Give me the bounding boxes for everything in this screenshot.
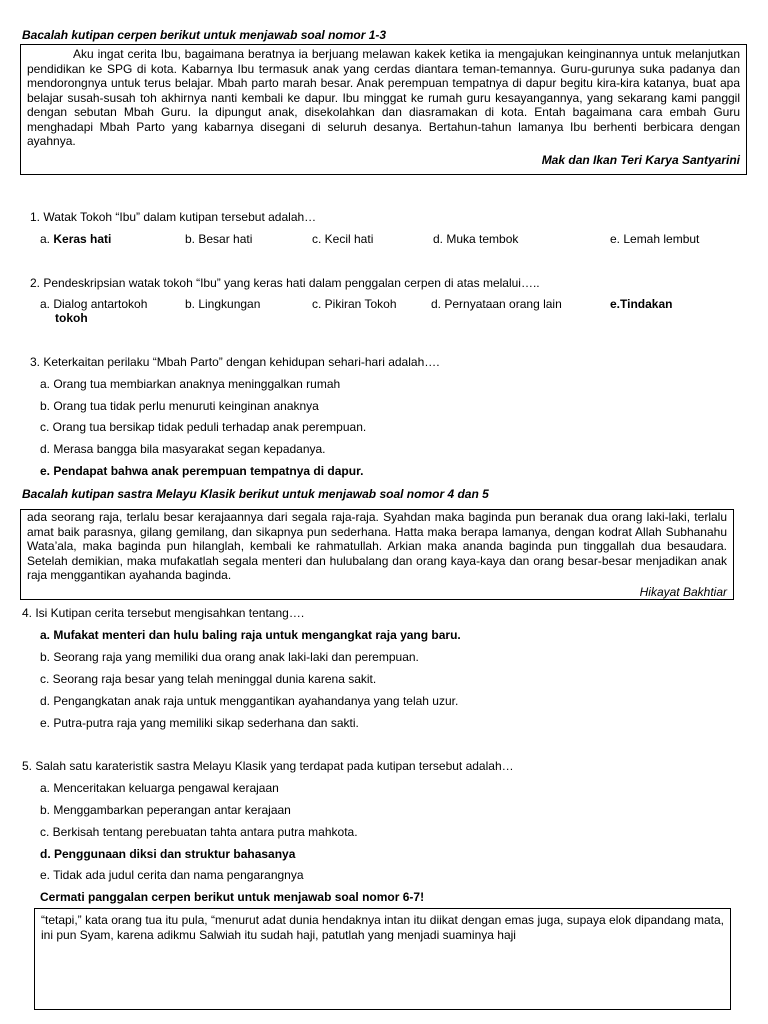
q4-option-c: c. Seorang raja besar yang telah meninggal dunia karena sakit. <box>40 672 377 686</box>
q3-option-c: c. Orang tua bersikap tidak peduli terhadap anak perempuan. <box>40 420 367 434</box>
q5-option-e: e. Tidak ada judul cerita dan nama pengarangnya <box>40 868 304 882</box>
q4-question: 4. Isi Kutipan cerita tersebut mengisahkan tentang…. <box>22 606 305 620</box>
q4-option-a-answer: a. Mufakat menteri dan hulu baling raja untuk mengangkat raja yang baru. <box>40 628 461 642</box>
q3-option-e-answer: e. Pendapat bahwa anak perempuan tempatnya di dapur. <box>40 464 364 478</box>
q2-option-c: c. Pikiran Tokoh <box>312 297 397 311</box>
q1-option-d: d. Muka tembok <box>433 232 519 246</box>
q5-option-b: b. Menggambarkan peperangan antar kerajaan <box>40 803 291 817</box>
section2-passage-box <box>20 509 734 600</box>
section1-passage: Aku ingat cerita Ibu, bagaimana beratnya ia berjuang melawan kakek ketika ia mengajukan keinginannya untuk melanjutkan pendidikan ke SPG di kota. Kabarnya Ibu termasuk anak yang cerdas diantara teman-temannya. Guru-gurunya suka padanya dan mendorongnya untuk terus belajar. Mbah parto marah besar. Anak perempuan tempatnya di dapur begitu kira-kira katanya, buat apa belajar susah-susah toh akhirnya nanti kembali ke dapur. Ibu minggat ke rumah guru kesayangannya, yang sekarang kami panggil dengan sebutan Mbah Guru. Ia dipungut anak, disekolahkan dan diasramakan di kota. Entah bagaimana cara embah Guru menghadapi Mbah Parto yang kabarnya disegani di seluruh desanya. Bertahun-tahun lamanya Ibu berhenti berbicara dengan ayahnya. <box>27 47 740 148</box>
q5-option-c: c. Berkisah tentang perebuatan tahta antara putra mahkota. <box>40 825 358 839</box>
q2-option-e: e.Tindakan <box>610 297 673 311</box>
q1-question: 1. Watak Tokoh “Ibu” dalam kutipan tersebut adalah… <box>30 210 317 224</box>
q4-option-e: e. Putra-putra raja yang memiliki sikap sederhana dan sakti. <box>40 716 359 730</box>
q1-option-a-letter: a. <box>40 232 51 246</box>
q3-question: 3. Keterkaitan perilaku “Mbah Parto” dengan kehidupan sehari-hari adalah…. <box>30 355 440 369</box>
q5-question: 5. Salah satu karateristik sastra Melayu Klasik yang terdapat pada kutipan tersebut adalah… <box>22 759 514 773</box>
q2-question: 2. Pendeskripsian watak tokoh “Ibu” yang keras hati dalam penggalan cerpen di atas melalui….. <box>30 276 540 290</box>
q2-option-b: b. Lingkungan <box>185 297 261 311</box>
q1-option-e: e. Lemah lembut <box>610 232 700 246</box>
q2-option-e-continued: tokoh <box>55 311 88 325</box>
section3-instruction: Cermati panggalan cerpen berikut untuk menjawab soal nomor 6-7! <box>40 890 425 904</box>
section2-instruction: Bacalah kutipan sastra Melayu Klasik berikut untuk menjawab soal nomor 4 dan 5 <box>22 487 489 501</box>
section3-passage-box <box>34 908 731 1010</box>
q3-option-a: a. Orang tua membiarkan anaknya meninggalkan rumah <box>40 377 341 391</box>
q3-option-d: d. Merasa bangga bila masyarakat segan kepadanya. <box>40 442 326 456</box>
section1-box-bottom-divider <box>20 174 747 175</box>
q1-option-a <box>40 232 111 247</box>
q2-option-a: a. Dialog antartokoh <box>40 297 148 311</box>
q2-option-d: d. Pernyataan orang lain <box>431 297 562 311</box>
section1-source: Mak dan Ikan Teri Karya Santyarini <box>541 152 740 167</box>
q3-option-b: b. Orang tua tidak perlu menuruti keinginan anaknya <box>40 399 319 413</box>
q1-option-b: b. Besar hati <box>185 232 253 246</box>
section3-passage: “tetapi,” kata orang tua itu pula, “menurut adat dunia hendaknya intan itu diikat dengan emas juga, supaya elok dipandang mata, ini pun Syam, karena adikmu Salwiah itu sudah haji, patutlah yang menjadi suaminya haji <box>41 913 724 942</box>
q5-option-d-answer: d. Penggunaan diksi dan struktur bahasanya <box>40 847 296 861</box>
section2-source: Hikayat Bakhtiar <box>639 584 727 599</box>
section2-passage: ada seorang raja, terlalu besar kerajaannya dari segala raja-raja. Syahdan maka baginda pun beranak dua orang laki-laki, terlalu amat baik parasnya, gilang gemilang, dan sikapnya pun sederhana. Hatta maka berapa lamanya, dengan kodrat Allah Subhanahu Wata’ala, maka baginda pun hilanglah, kembali ke rahmatullah. Arkian maka ananda baginda pun tinggallah dua besaudara. Setelah demikian, maka mufakatlah segala menteri dan hulubalang dan orang kaya-kaya dan orang besar-besar menjadikan anak raja menggantikan ayahanda baginda. <box>27 510 727 582</box>
q4-option-b: b. Seorang raja yang memiliki dua orang anak laki-laki dan perempuan. <box>40 650 419 664</box>
q1-option-a-answer: Keras hati <box>53 232 112 246</box>
section1-passage-box <box>20 44 747 175</box>
q4-option-d: d. Pengangkatan anak raja untuk menggantikan ayahandanya yang telah uzur. <box>40 694 459 708</box>
q5-option-a: a. Menceritakan keluarga pengawal kerajaan <box>40 781 279 795</box>
section1-instruction: Bacalah kutipan cerpen berikut untuk menjawab soal nomor 1-3 <box>22 28 387 42</box>
q1-option-c: c. Kecil hati <box>312 232 374 246</box>
